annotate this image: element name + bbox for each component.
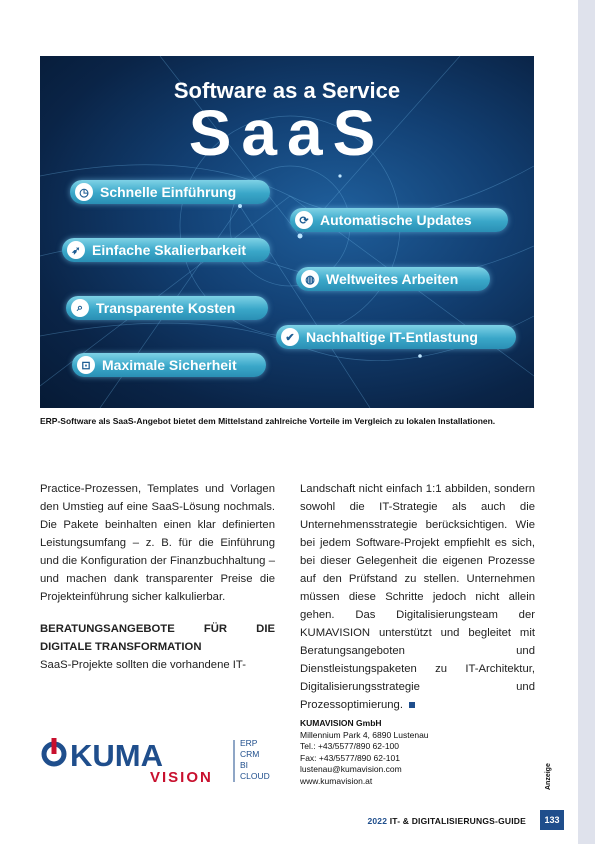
feature-label: Maximale Sicherheit [102,357,237,373]
globe-icon: ◍ [301,270,319,288]
logo-product-crm: CRM [240,749,260,759]
feature-label: Schnelle Einführung [100,184,237,200]
hero-title: Software as a Service [173,78,401,103]
company-name: KUMAVISION GmbH [300,718,382,728]
thumbs-up-icon: ✔ [281,328,299,346]
contact-block [300,718,429,787]
feature-transparente-kosten [66,296,268,320]
page-footer [367,816,526,826]
text-column-left [40,480,275,674]
feature-label: Weltweites Arbeiten [326,271,459,287]
company-email[interactable]: lustenau@kumavision.com [300,764,402,774]
logo-vision-text: VISION [150,769,213,784]
body-paragraph: SaaS-Projekte sollten die vorhandene IT- [40,659,246,671]
company-phone: Tel.: +43/5577/890 62-100 [300,741,400,751]
footer-guide-title: IT- & DIGITALISIERUNGS-GUIDE [389,816,526,826]
clock-icon: ◷ [75,183,93,201]
feature-label: Einfache Skalierbarkeit [92,242,247,258]
rocket-icon: ➶ [67,241,85,259]
logo-product-erp: ERP [240,738,258,748]
lock-icon: ⊡ [77,356,95,374]
saas-hero-image [40,56,534,408]
feature-label: Automatische Updates [320,212,472,228]
logo-kuma-text: KUMA [70,738,163,773]
body-paragraph: Landschaft nicht einfach 1:1 abbilden, sondern sowohl die IT-Strategie als auch die Unternehmensstrategie berücksichtigen. Wie bei jedem Software-Projekt empfiehlt es sich, bei dieser Gelegenheit die eigenen Prozesse auf den Prüfstand zu stellen. Unternehmen müssen diese Schritte jedoch nicht allein gehen. Das Digitalisierungsteam der KUMAVISION unterstützt und begleitet mit Beratungsangeboten und Dienstleistungspaketen zu IT-Architektur, Digitalisierungsstrategie und Prozessoptimierung. [300,483,535,711]
feature-nachhaltige-it-entlastung [276,325,516,349]
kumavision-logo [40,736,280,784]
page-number: 133 [540,810,564,830]
company-website[interactable]: www.kumavision.at [300,775,373,786]
company-address: Millennium Park 4, 6890 Lustenau [300,729,429,740]
feature-automatische-updates [290,208,508,232]
logo-product-cloud: CLOUD [240,771,270,781]
feature-maximale-sicherheit [72,353,266,377]
text-column-right [300,480,535,714]
feature-label: Nachhaltige IT-Entlastung [306,329,478,345]
feature-einfache-skalierbarkeit [62,238,270,262]
section-heading: BERATUNGSANGEBOTE FÜR DIE DIGITALE TRANSFORMATION [40,623,275,653]
footer-year: 2022 [367,816,388,826]
feature-label: Transparente Kosten [96,300,236,316]
company-fax: Fax: +43/5577/890 62-101 [300,752,400,763]
logo-product-bi: BI [240,760,249,770]
hero-saas-headline: SaaS [188,97,386,169]
body-paragraph: Practice-Prozessen, Templates und Vorlagen den Umstieg auf eine SaaS-Lösung nochmals. Die Pakete beinhalten einen klar definierten Leistungsumfang – z. B. für die Einführung und die Konfiguration der Finanzbuchhaltung – und machen dank transparenter Preise die Projekteinführung sicher kalkulierbar. [40,483,275,603]
kuma-mark-icon [44,738,64,764]
end-mark-icon [409,702,415,708]
magnifier-icon: ⌕ [71,299,89,317]
feature-weltweites-arbeiten [296,267,490,291]
refresh-icon: ⟳ [295,211,313,229]
advertisement-label: Anzeige [545,763,552,790]
feature-schnelle-einfuehrung [70,180,270,204]
image-caption: ERP-Software als SaaS-Angebot bietet dem Mittelstand zahlreiche Vorteile im Vergleich zu lokalen Installationen. [40,416,496,426]
